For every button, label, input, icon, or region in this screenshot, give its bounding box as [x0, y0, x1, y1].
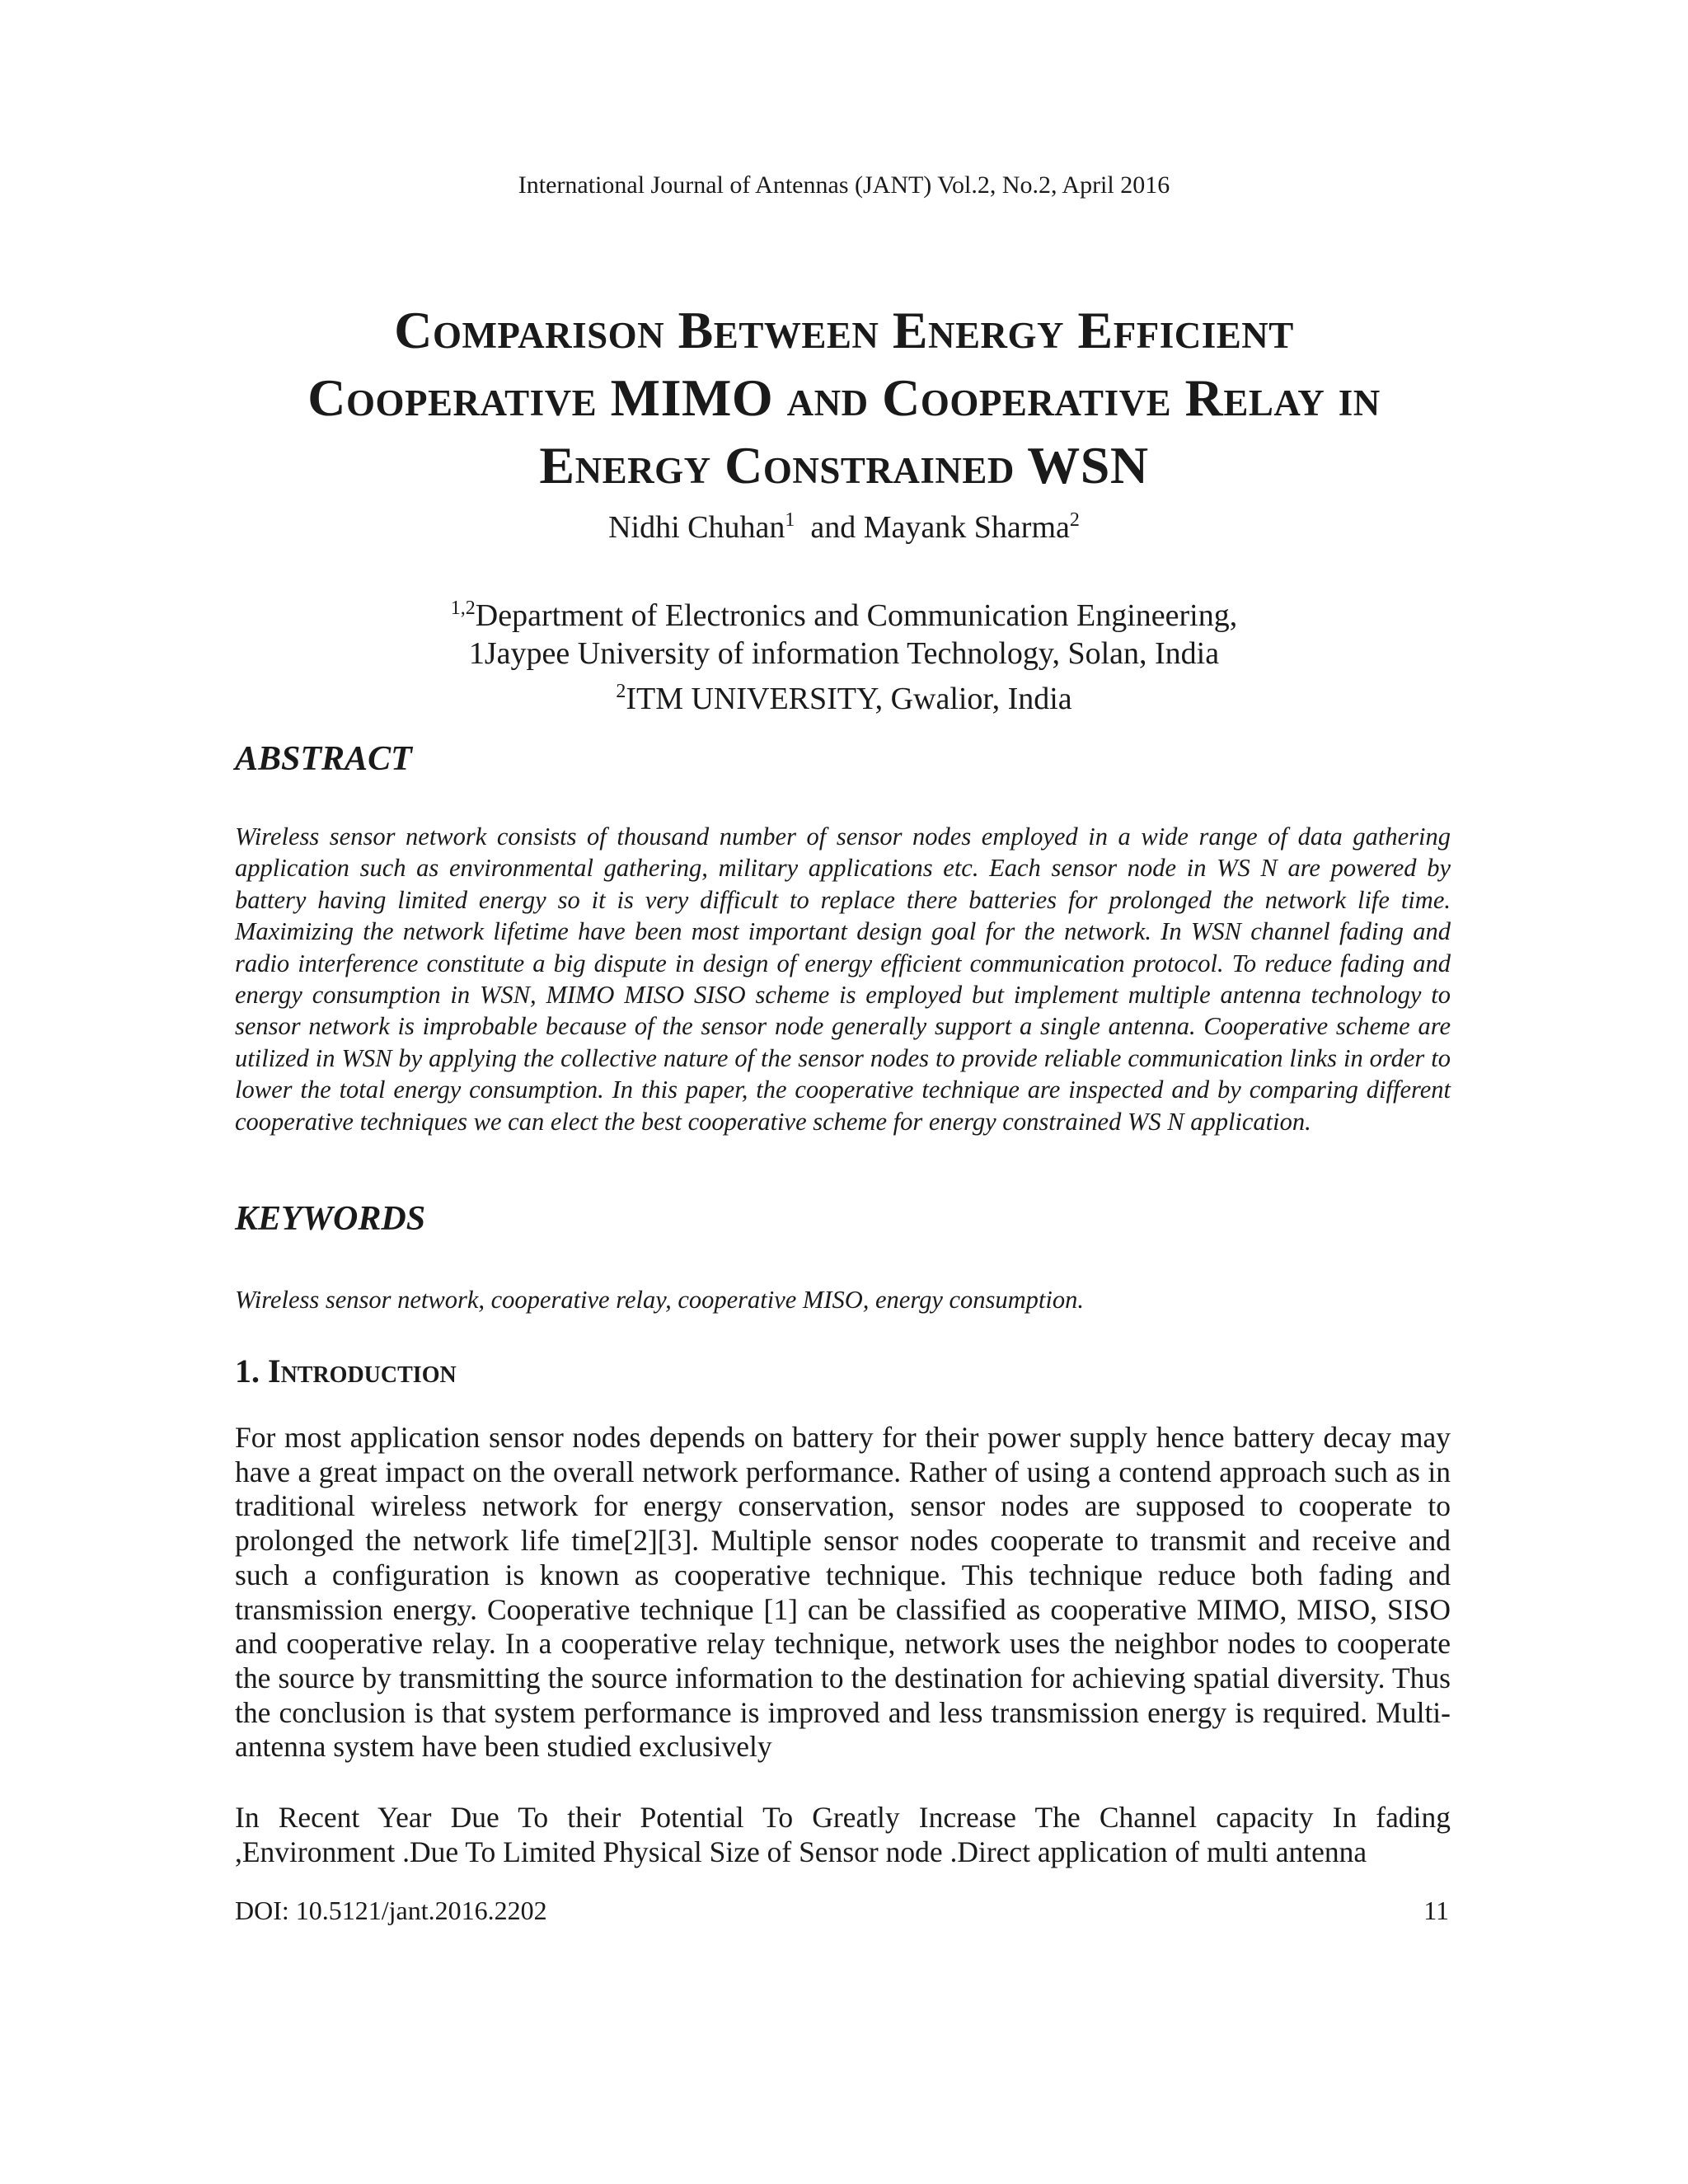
page-number: 11	[1423, 1896, 1449, 1925]
abstract-text: Wireless sensor network consists of thousand number of sensor nodes employed in a wide range of data gathering application such as environmental gathering, military applications etc. Each sensor node in WS N are powered by battery having limited energy so it is very difficult to replace there batteries for prolonged the network life time. Maximizing the network lifetime have been most important design goal for the network. In WSN channel fading and radio interference constitute a big dispute in design of energy efficient communication protocol. To reduce fading and energy consumption in WSN, MIMO MISO SISO scheme is employed but implement multiple antenna technology to sensor network is improbable because of the sensor node generally support a single antenna. Cooperative scheme are utilized in WSN by applying the collective nature of the sensor nodes to provide reliable communication links in order to lower the total energy consumption. In this paper, the cooperative technique are inspected and by comparing different cooperative techniques we can elect the best cooperative scheme for energy constrained WS N application.	[235, 823, 1451, 1136]
affiliation-superscript: 1,2	[450, 598, 476, 619]
author-list	[0, 509, 1688, 546]
body-paragraph: For most application sensor nodes depends on battery for their power supply hence battery decay may have a great impact on the overall network performance. Rather of using a contend approach such as in traditional wireless network for energy conservation, sensor nodes are supposed to cooperate to prolonged the network life time[2][3]. Multiple sensor nodes cooperate to transmit and receive and such a configuration is known as cooperative technique. This technique reduce both fading and transmission energy. Cooperative technique [1] can be classified as cooperative MIMO, MISO, SISO and cooperative relay. In a cooperative relay technique, network uses the neighbor nodes to cooperate the source by transmitting the source information to the destination for achieving spatial diversity. Thus the conclusion is that system performance is improved and less transmission energy is required. Multi-antenna system have been studied exclusively	[235, 1421, 1451, 1764]
title-line-3: Energy Constrained WSN	[539, 436, 1149, 494]
section-heading-introduction: 1. Introduction	[235, 1352, 457, 1390]
body-paragraph: In Recent Year Due To their Potential To Greatly Increase The Channel capacity In fading ,Environment .Due To Limited Physical Size of Sensor node .Direct application of multi antenna	[235, 1801, 1451, 1868]
affiliation-superscript: 2	[616, 681, 626, 702]
title-line-1: Comparison Between Energy Efficient	[394, 301, 1294, 359]
affiliation-line-1: $^{1,2}$Department of Electronics and Communication Engineering,	[450, 598, 1238, 633]
keywords-text: Wireless sensor network, cooperative relay, cooperative MISO, energy consumption.	[235, 1286, 1084, 1314]
paper-title	[206, 297, 1482, 499]
affiliation-line-3: $^2$ITM UNIVERSITY, Gwalior, India	[616, 681, 1072, 716]
author-name: Nidhi Chuhan	[608, 510, 785, 545]
author-connector: and	[810, 510, 856, 545]
footer-doi: DOI: 10.5121/jant.2016.2202	[235, 1896, 547, 1925]
author-name: Mayank Sharma	[863, 510, 1070, 545]
keywords-heading: KEYWORDS	[235, 1200, 426, 1238]
affiliations	[0, 589, 1688, 718]
title-line-2: Cooperative MIMO and Cooperative Relay in	[307, 368, 1381, 427]
author-superscript: 2	[1069, 509, 1080, 531]
abstract-heading: ABSTRACT	[235, 740, 412, 778]
running-header: International Journal of Antennas (JANT) Vol.2, No.2, April 2016	[518, 171, 1170, 199]
affiliation-line-2: 1Jaypee University of information Technology, Solan, India	[468, 636, 1220, 671]
author-superscript: 1	[785, 509, 795, 531]
